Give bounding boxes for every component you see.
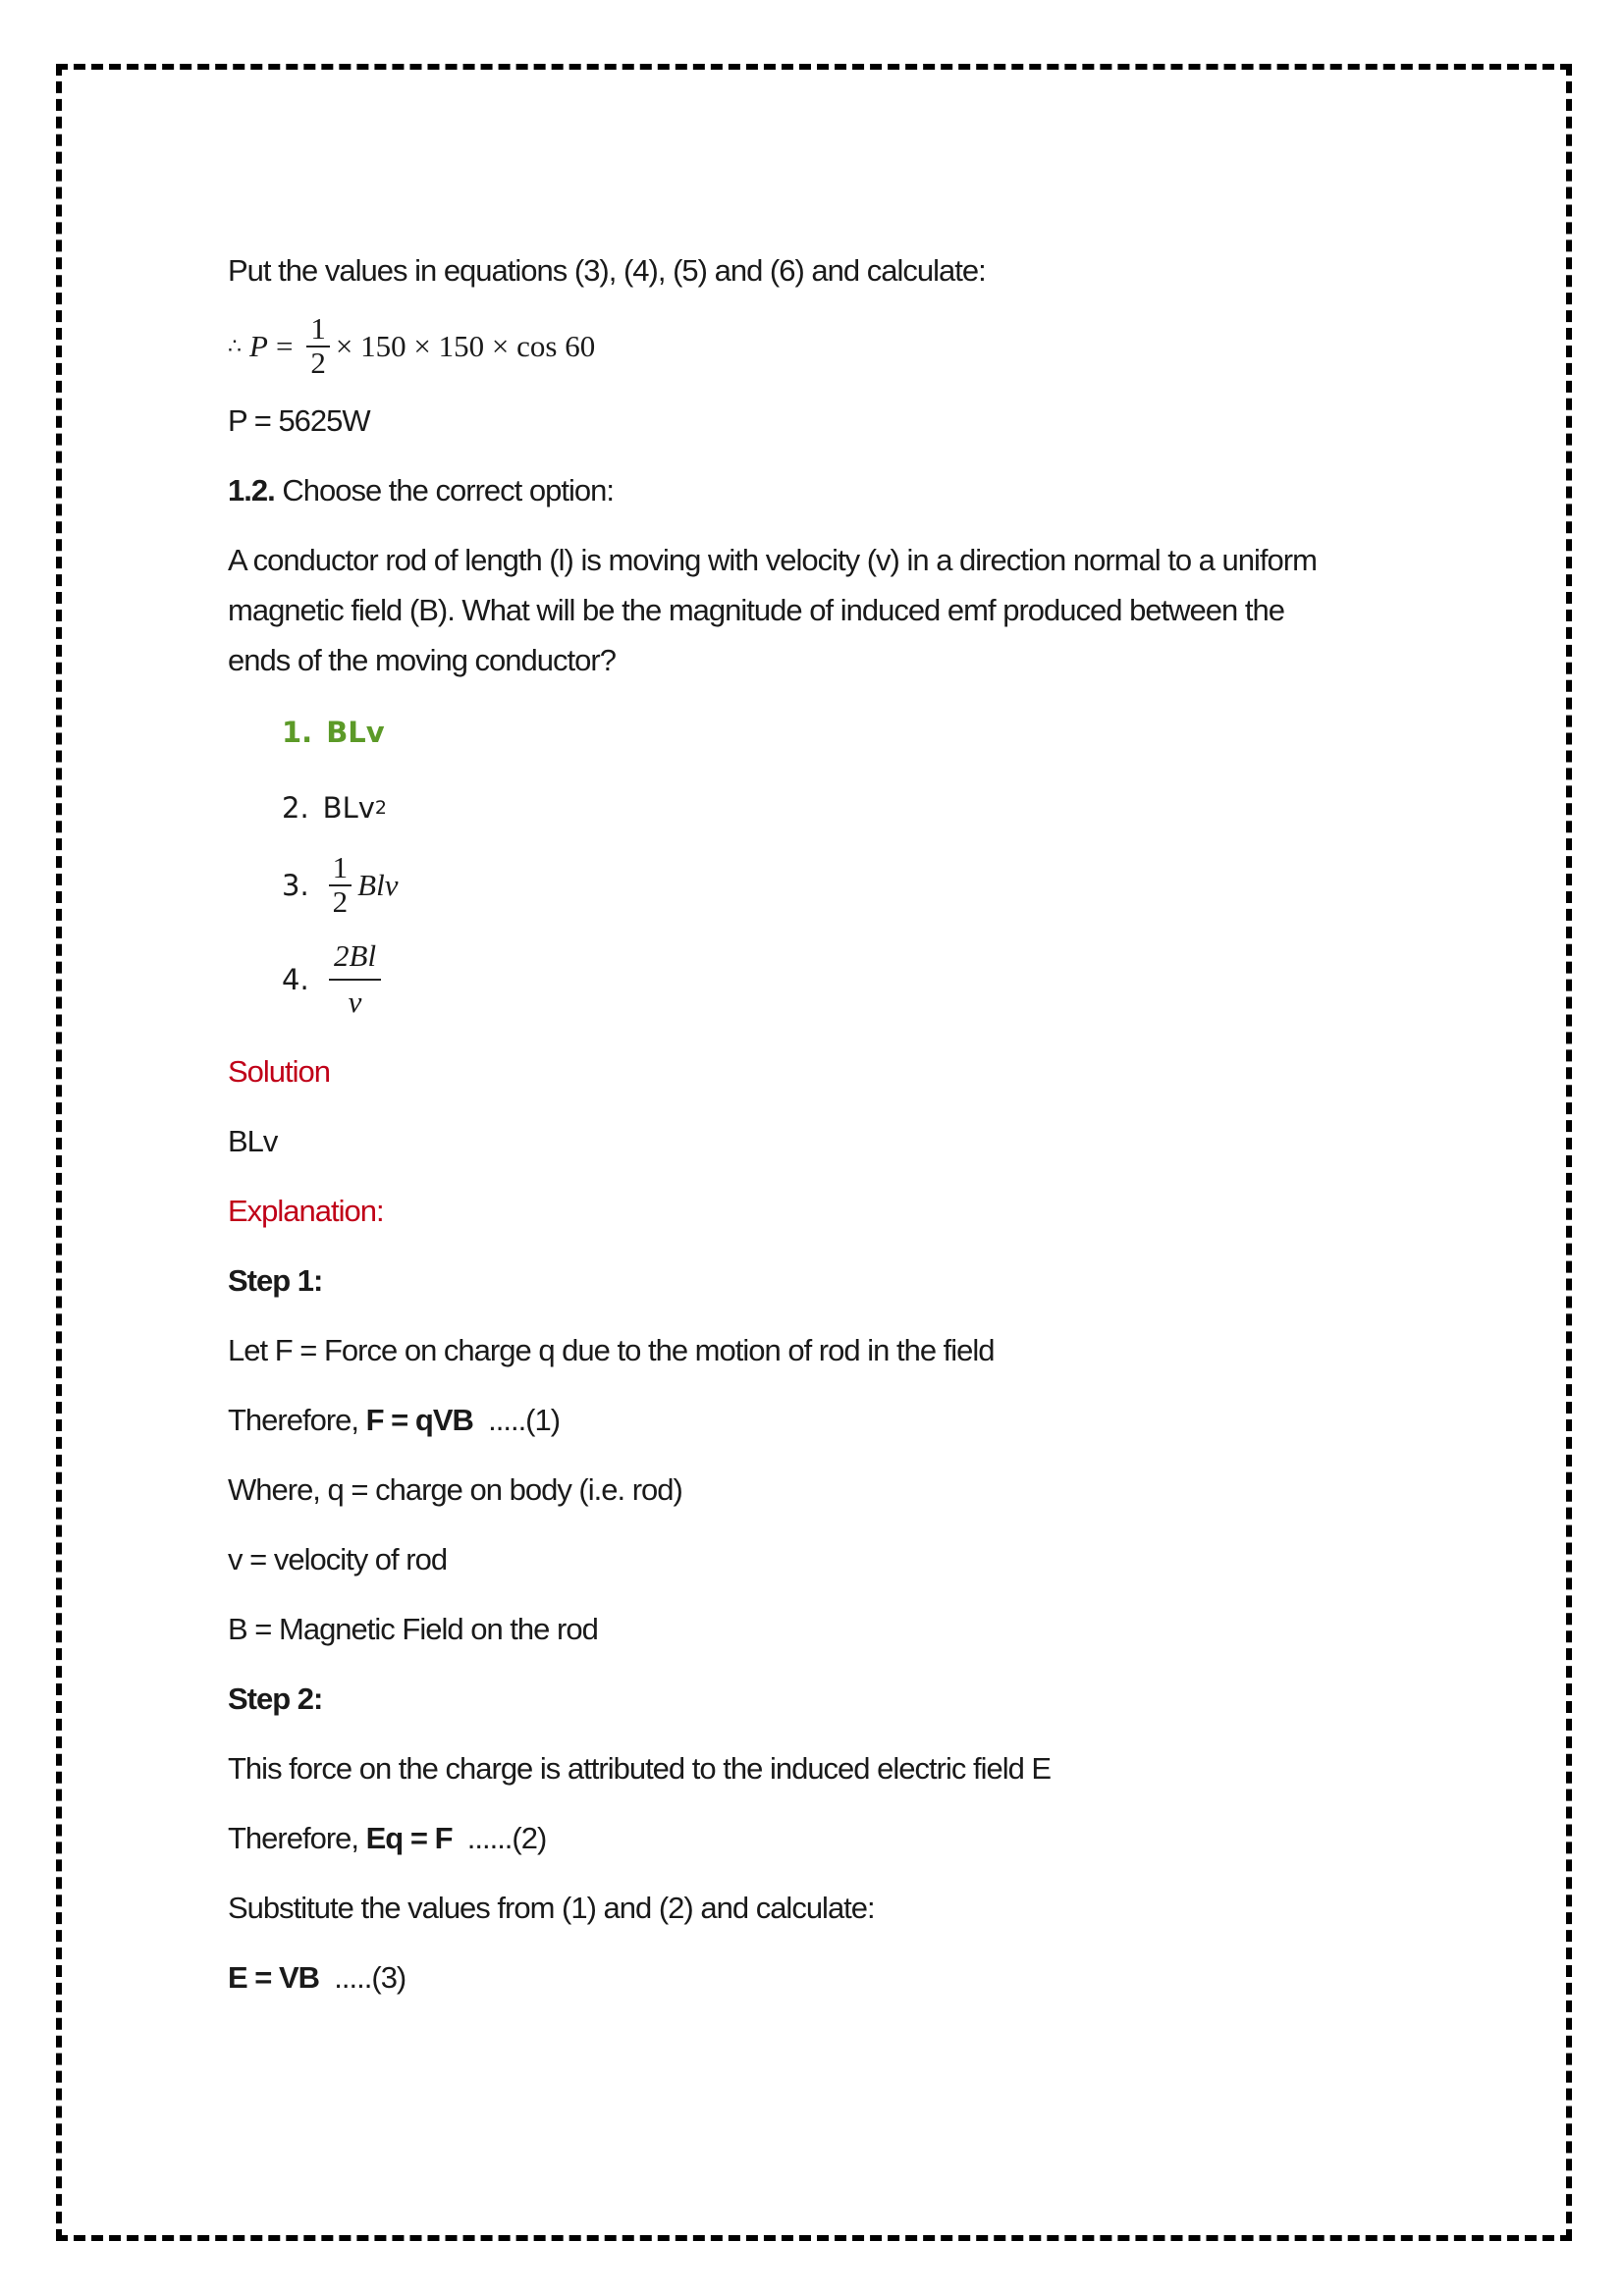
half-fraction bbox=[306, 313, 330, 379]
option-4 bbox=[282, 931, 1386, 1029]
power-result: P = 5625W bbox=[228, 403, 370, 438]
step-1-title: Step 1: bbox=[228, 1263, 323, 1298]
equation-ref: ......(2) bbox=[452, 1821, 547, 1855]
equation-equals: = bbox=[275, 329, 294, 363]
fraction-denominator: 2 bbox=[329, 884, 352, 919]
option-1-correct bbox=[282, 703, 1386, 762]
step-1-line-5: B = Magnetic Field on the rod bbox=[228, 1612, 598, 1646]
step-1-line-4: v = velocity of rod bbox=[228, 1542, 448, 1576]
fraction-numerator: 1 bbox=[310, 311, 326, 347]
question-heading bbox=[228, 465, 1386, 515]
text-prefix: Therefore, bbox=[228, 1821, 366, 1855]
solution-answer: BLv bbox=[228, 1124, 278, 1158]
fraction-numerator: 1 bbox=[332, 850, 349, 885]
equation-ref: .....(3) bbox=[319, 1960, 406, 1995]
formula-bold: E = VB bbox=[228, 1960, 320, 1995]
option-3 bbox=[282, 840, 1386, 931]
explanation-heading: Explanation: bbox=[228, 1194, 384, 1228]
option-2 bbox=[282, 775, 1386, 840]
option-fraction bbox=[329, 852, 352, 918]
question-text: A conductor rod of length (l) is moving with velocity (v) in a direction normal to a uniform magnetic field (B). What will be the magnitude of induced emf produced between the ends of the moving conductor? bbox=[228, 543, 1317, 677]
option-label: BLv bbox=[326, 716, 385, 749]
option-number: 4. bbox=[282, 963, 309, 996]
option-expression: Blv bbox=[357, 868, 399, 902]
fraction-denominator: v bbox=[329, 979, 382, 1019]
step-1-line-1: Let F = Force on charge q due to the motion of rod in the field bbox=[228, 1333, 995, 1367]
option-number: 3. bbox=[282, 869, 309, 902]
text-prefix: Therefore, bbox=[228, 1403, 366, 1437]
equation-rest: × 150 × 150 × cos 60 bbox=[335, 329, 596, 363]
step-2-title: Step 2: bbox=[228, 1682, 323, 1716]
option-fraction bbox=[329, 940, 382, 1018]
document-content bbox=[228, 245, 1386, 2002]
option-number: 2. bbox=[282, 791, 309, 825]
therefore-symbol: ∴ bbox=[228, 334, 242, 358]
equation-lhs: P bbox=[249, 329, 268, 363]
question-number: 1.2. bbox=[228, 473, 275, 507]
power-equation bbox=[228, 309, 1386, 384]
step-1-line-3: Where, q = charge on body (i.e. rod) bbox=[228, 1472, 682, 1507]
option-label: BLv bbox=[322, 791, 375, 825]
intro-text: Put the values in equations (3), (4), (5) and (6) and calculate: bbox=[228, 253, 986, 288]
solution-heading: Solution bbox=[228, 1054, 331, 1089]
step-2-line-2 bbox=[228, 1813, 1386, 1863]
option-number: 1. bbox=[282, 716, 313, 749]
fraction-denominator: 2 bbox=[306, 346, 330, 380]
step-2-line-4 bbox=[228, 1952, 1386, 2002]
fraction-numerator: 2Bl bbox=[334, 938, 377, 974]
formula-bold: F = qVB bbox=[365, 1403, 473, 1437]
step-2-line-1: This force on the charge is attributed to the induced electric field E bbox=[228, 1751, 1052, 1786]
step-2-line-3: Substitute the values from (1) and (2) and calculate: bbox=[228, 1891, 875, 1925]
formula-bold: Eq = F bbox=[365, 1821, 453, 1855]
equation-ref: .....(1) bbox=[472, 1403, 561, 1437]
superscript: 2 bbox=[374, 797, 387, 819]
question-title: Choose the correct option: bbox=[282, 473, 614, 507]
options-list bbox=[228, 703, 1386, 1029]
step-1-line-2 bbox=[228, 1395, 1386, 1445]
